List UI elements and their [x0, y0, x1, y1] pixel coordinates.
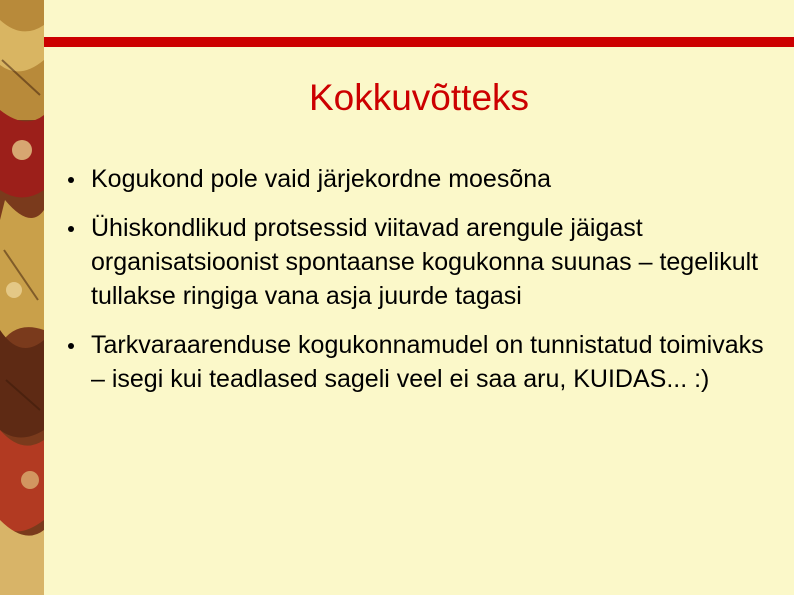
title-divider-bar — [44, 37, 794, 47]
bullet-text: Ühiskondlikud protsessid viitavad arengule jäigast organisatsioonist spontaanse kogukonna suunas – tegelikult tullakse ringiga vana asja juurde tagasi — [91, 214, 759, 310]
slide-title: Kokkuvõtteks — [308, 77, 530, 118]
side-painting-image — [0, 0, 44, 595]
bullet-item-3 — [68, 328, 768, 396]
painting-fragment — [0, 0, 44, 595]
bullet-dot-icon — [68, 226, 74, 232]
bullet-list — [68, 162, 768, 411]
bullet-text: Kogukond pole vaid järjekordne moesõna — [91, 165, 552, 193]
bullet-dot-icon — [68, 343, 74, 349]
bullet-text: Tarkvaraarenduse kogukonnamudel on tunnistatud toimivaks – isegi kui teadlased sageli veel ei saa aru, KUIDAS... :) — [91, 331, 764, 393]
bullet-item-1 — [68, 162, 768, 196]
bullet-dot-icon — [68, 177, 74, 183]
bullet-item-2 — [68, 211, 768, 313]
